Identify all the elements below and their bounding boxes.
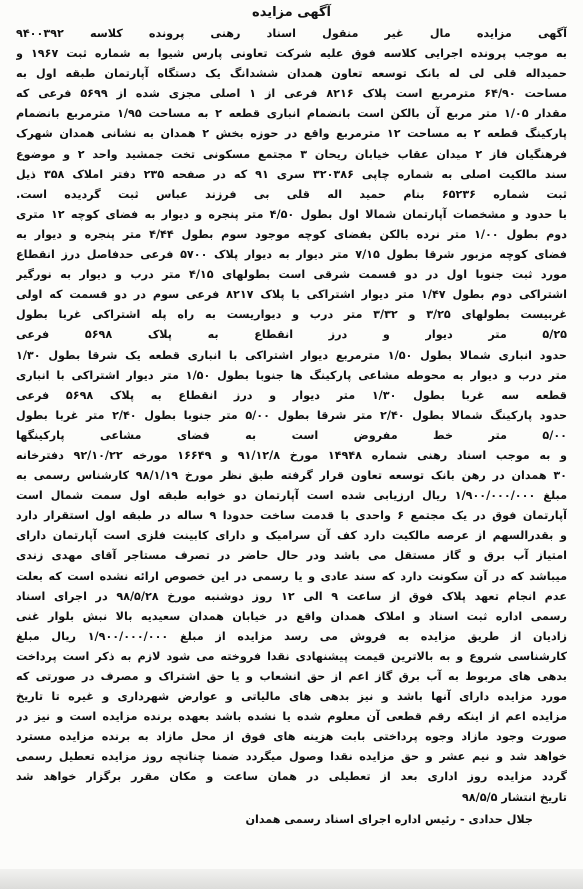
notice-line: قطعه سه غربا بطول ۱/۳۰ متر دیوار و درز انقطاع به پلاک ۵۶۹۸ فرعی [16,388,567,402]
notice-line: مبلغ ۱/۹۰۰/۰۰۰/۰۰۰ ریال ارزیابی شده است آپارتمان دو خوابه طبقه اول سمت شمال است [16,489,567,503]
notice-line: فرهنگیان فاز ۲ میدان عقاب خیابان ریحان ۳ مجتمع مسکونی تخت جمشید واحد ۲ و موضوع [16,147,567,161]
notice-line: عدم انجام تعهد پلاک فوق از ساعت ۹ الی ۱۲ روز دوشنبه مورخ ۹۸/۵/۲۸ در اجرای اسناد [16,589,567,603]
page-bottom-edge [0,869,583,889]
notice-line: رسمی اداره ثبت اسناد و املاک همدان واقع در خیابان همدان سعیدیه بالا نبش بلوار غنی [16,609,567,623]
notice-line: آپارتمان فوق در یک مجتمع ۶ واحدی با قدمت ساخت حدودا ۹ ساله در طبقه اول استقرار دارد [16,509,567,523]
notice-line: امتیاز آب برق و گاز مستقل می باشد ودر حال حاضر در تصرف مستاجر آقای مهدی زندی [16,549,567,563]
notice-line: ۳۰ همدان در رهن بانک توسعه تعاون قرار گرفته طبق نظر مورخ ۹۸/۱/۱۹ کارشناس رسمی به [16,469,567,483]
notice-line: حدود پارکینگ شمالا بطول ۲/۴۰ متر شرقا بطول ۵/۰۰ متر جنوبا بطول ۲/۴۰ متر غربا بطول [16,408,567,422]
notice-line: و بقدرالسهم از عرصه مالکیت دارد کف آن سرامیک و دارای کابینت فلزی است آپارتمان دارای [16,529,567,543]
notice-line: غربیست بطولهای ۳/۲۵ و ۳/۳۲ متر درب و دیواریست به راه پله اشتراکی غربا بطول [16,308,567,322]
notice-line: مزایده اعم از اینکه رقم قطعی آن معلوم شده یا نشده باشد بعهده برنده مزایده است و نیز در [16,710,567,724]
notice-line: ۵/۰۰ متر خط مفروض است به فضای مشاعی پارکینگها [16,428,567,442]
notice-line: به موجب پرونده اجرایی کلاسه فوق علیه شرکت تعاونی پارس شیوا به شماره ثبت ۱۹۶۷ و [16,47,567,61]
notice-line: تاریخ انتشار ۹۸/۵/۵ [461,790,567,804]
notice-body [16,24,567,808]
notice-line: سند مالکیت اصلی به شماره چاپی ۳۲۰۳۸۶ سری ۹۱ که در صفحه ۲۳۵ دفتر املاک ۳۵۸ ذیل [16,167,567,181]
notice-line: متر درب و دیوار به محوطه مشاعی پارکینگ ها جنوبا بطول ۱/۵۰ متر دیوار اشتراکی با انباری [16,368,567,382]
notice-line: فضای کوچه مزبور شرقا بطول ۷/۱۵ متر دیوار به دیوار پلاک ۵۷۰۰ فرعی حدفاصل درز انقطاع [16,248,567,262]
notice-line: ثبت شماره ۶۵۲۳۶ بنام حمید اله قلی بی فرزند عباس ثبت گردیده است. [16,187,567,201]
notice-line: با حدود و مشخصات آپارتمان شمالا اول بطول ۴/۵۰ متر پنجره و دیوار به فضای کوچه ۱۲ متری [16,207,567,221]
notice-line: مساحت ۶۴/۹۰ مترمربع است پلاک ۸۲۱۶ فرعی از ۱ اصلی مجزی شده از ۵۶۹۹ فرعی که [16,87,567,101]
notice-line: بدهی های مربوط به آب برق گاز اعم از حق انشعاب و یا حق اشتراک و مصرف در صورتی که [16,670,567,683]
notice-line: کارشناسی شروع و به بالاترین قیمت پیشنهادی نقدا فروخته می شود لازم به ذکر است پرداخت [16,649,567,663]
notice-line: گردد مزایده روز اداری بعد از تعطیلی در همان ساعت و مکان مقرر برگزار خواهد شد [16,770,567,784]
notice-line: مورد ثبت جنوبا اول در دو قسمت شرقی است بطولهای ۴/۱۵ متر درب و دیوار به نورگیر [16,268,567,282]
notice-line: اشتراکی دوم بطول ۱/۴۷ متر دیوار اشتراکی با پلاک ۸۲۱۷ فرعی سوم در دو قسمت که اولی [16,288,567,302]
notice-title: آگهی مزایده [252,5,331,20]
notice-line: و به موجب اسناد رهنی شماره ۱۴۹۴۸ مورخ ۹۱/۱۲/۸ و ۱۶۶۴۹ مورخه ۹۲/۱۰/۲۲ دفترخانه [16,448,567,462]
notice-line: آگهی مزایده مال غیر منقول اسناد رهنی پرونده کلاسه ۹۴۰۰۳۹۲ [16,27,567,40]
notice-line: خواهد شد و نیم عشر و حق مزایده نقدا وصول میگردد ضمنا چنانچه روز مزایده تعطیل رسمی [16,750,567,764]
notice-line: میباشد که در آن سکونت دارد که سند عادی و یا رسمی در این خصوص ارائه نشده است که بعلت [16,569,567,583]
notice-line: مورد مزایده دارای آنها باشد و نیز بدهی های مالیاتی و عوارض شهرداری و غیره تا تاریخ [16,690,567,704]
notice-line: پارکینگ قطعه ۲ به مساحت ۱۲ مترمربع واقع در حوزه بخش ۲ همدان به نشانی همدان شهرک [16,127,567,141]
notice-line: ۵/۲۵ متر دیوار و درز انقطاع به پلاک ۵۶۹۸ فرعی [16,328,567,342]
notice-line: زادیان از طریق مزایده به فروش می رسد مزایده از مبلغ ۱/۹۰۰/۰۰۰/۰۰۰ ریال مبلغ [16,629,567,643]
notice-line: مقدار ۱/۰۵ متر مربع آن بالکن است بانضمام انباری قطعه ۲ به مساحت ۱/۹۵ مترمربع بانضمام [16,107,567,121]
notice-line: حمیداله قلی لی له بانک توسعه تعاون همدان ششدانگ یک دستگاه آپارتمان طبقه اول به [16,67,567,81]
notice-line: دوم بطول ۱/۰۰ متر نرده بالکن بفضای کوچه موجود سوم بطول ۴/۴۴ متر پنجره و دیوار به [16,227,567,241]
notice-line: صورت وجود مازاد وجوه پرداختی بابت هزینه های فوق از محل مازاد به برنده مزایده مسترد [16,730,567,744]
notice-signature: جلال حدادی - رئیس اداره اجرای اسناد رسمی همدان [245,812,533,826]
notice-line: حدود انباری شمالا بطول ۱/۵۰ مترمربع دیوار اشتراکی با انباری قطعه یک شرقا بطول ۱/۳۰ [16,348,567,362]
